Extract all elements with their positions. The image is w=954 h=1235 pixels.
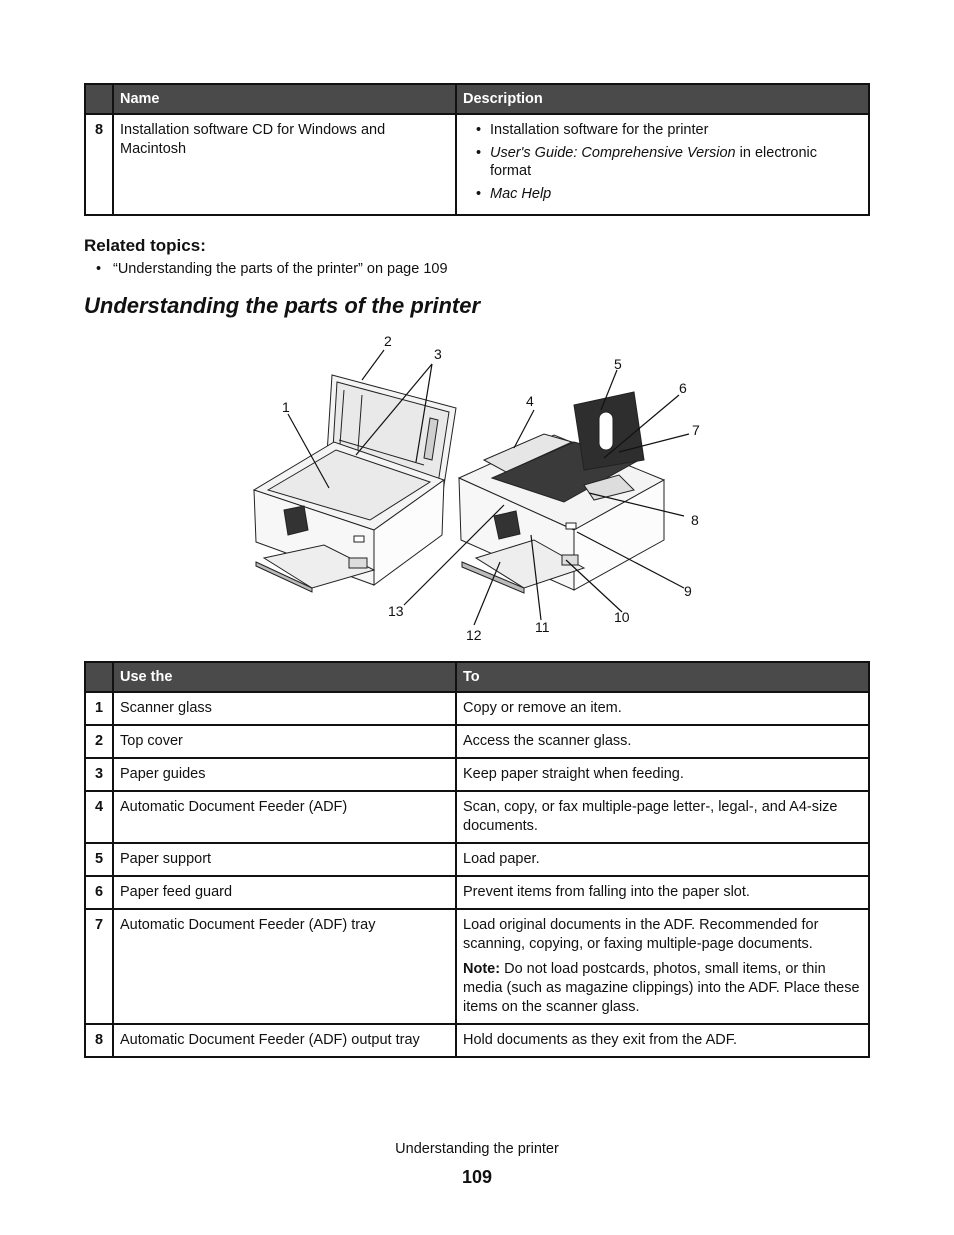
callout-5: 5 <box>614 356 622 372</box>
row-number: 3 <box>85 758 113 791</box>
header-number-cell <box>85 84 113 114</box>
header-use-the: Use the <box>113 662 456 692</box>
callout-8: 8 <box>691 512 699 528</box>
bullet-item <box>463 121 862 139</box>
table-header-row <box>85 662 869 692</box>
row-use: Paper support <box>113 843 456 876</box>
row-number: 8 <box>85 1024 113 1057</box>
header-to: To <box>456 662 869 692</box>
bullet-text: in electronic format <box>490 145 818 179</box>
callout-7: 7 <box>692 422 700 438</box>
row-number: 6 <box>85 876 113 909</box>
row-number: 1 <box>85 692 113 725</box>
row-to: Prevent items from falling into the paper slot. <box>456 876 869 909</box>
header-number-cell <box>85 662 113 692</box>
table-row <box>85 725 869 758</box>
callout-4: 4 <box>526 393 534 409</box>
table-header-row <box>85 84 869 114</box>
note-label: Note: <box>463 961 501 977</box>
callout-1: 1 <box>282 399 290 415</box>
callout-13: 13 <box>388 603 404 619</box>
row-use: Automatic Document Feeder (ADF) output tray <box>113 1024 456 1057</box>
row-to: Keep paper straight when feeding. <box>456 758 869 791</box>
table-row <box>85 114 869 215</box>
footer-chapter-title: Understanding the printer <box>395 1141 559 1157</box>
section-title: Understanding the parts of the printer <box>84 293 481 318</box>
parts-table <box>84 661 870 1058</box>
table-row <box>85 843 869 876</box>
table-row <box>85 909 869 1024</box>
table-row <box>85 692 869 725</box>
row-use: Scanner glass <box>113 692 456 725</box>
row-to-text: Load original documents in the ADF. Recommended for scanning, copying, or faxing multiple-page documents. <box>463 917 819 952</box>
bullet-text: Installation software for the printer <box>490 122 709 138</box>
bullet-item <box>463 185 862 203</box>
row-to <box>456 909 869 1024</box>
callout-3: 3 <box>434 346 442 362</box>
note-text: Do not load postcards, photos, small items, or thin media (such as magazine clippings) into the ADF. Place these items on the scanner glass. <box>463 961 860 1015</box>
row-use: Automatic Document Feeder (ADF) <box>113 791 456 843</box>
row-to: Access the scanner glass. <box>456 725 869 758</box>
row-number: 5 <box>85 843 113 876</box>
row-number: 8 <box>85 114 113 215</box>
row-to: Copy or remove an item. <box>456 692 869 725</box>
row-to: Load paper. <box>456 843 869 876</box>
row-use: Top cover <box>113 725 456 758</box>
callout-10: 10 <box>614 609 630 625</box>
related-topics-list <box>84 261 448 277</box>
description-bullets <box>463 121 862 203</box>
right-printer-drawing <box>459 392 664 593</box>
callout-11: 11 <box>535 619 550 635</box>
related-topic-link[interactable]: • “Understanding the parts of the printer” on page 109 <box>84 261 448 277</box>
bullet-italic-text: User's Guide: Comprehensive Version <box>490 145 736 161</box>
row-to: Hold documents as they exit from the ADF. <box>456 1024 869 1057</box>
printer-parts-illustration <box>244 330 714 650</box>
callout-9: 9 <box>684 583 692 599</box>
note-paragraph <box>463 960 862 1017</box>
row-to: Scan, copy, or fax multiple-page letter-, legal-, and A4-size documents. <box>456 791 869 843</box>
row-number: 7 <box>85 909 113 1024</box>
bullet-italic-text: Mac Help <box>490 186 552 202</box>
header-description: Description <box>456 84 869 114</box>
callout-12: 12 <box>466 627 482 643</box>
row-use: Automatic Document Feeder (ADF) tray <box>113 909 456 1024</box>
row-number: 4 <box>85 791 113 843</box>
table-row <box>85 876 869 909</box>
row-use: Paper guides <box>113 758 456 791</box>
callout-6: 6 <box>679 380 687 396</box>
callout-2: 2 <box>384 333 392 349</box>
related-topics-heading: Related topics: <box>84 236 206 255</box>
row-number: 2 <box>85 725 113 758</box>
bullet-item <box>463 144 862 180</box>
row-name: Installation software CD for Windows and Macintosh <box>113 114 456 215</box>
table-row <box>85 791 869 843</box>
page-number: 109 <box>461 1167 493 1187</box>
header-name: Name <box>113 84 456 114</box>
row-use: Paper feed guard <box>113 876 456 909</box>
table-row <box>85 1024 869 1057</box>
continued-table <box>84 83 870 216</box>
row-description <box>456 114 869 215</box>
table-row <box>85 758 869 791</box>
